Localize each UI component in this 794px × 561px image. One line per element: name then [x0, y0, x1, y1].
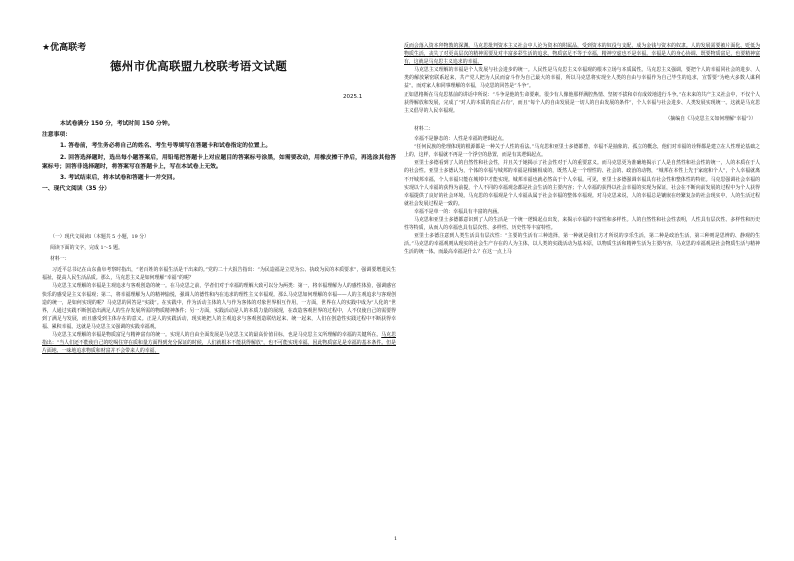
r-paragraph-1: [404, 42, 760, 66]
material-1-label: 材料一：: [50, 256, 70, 263]
left-column: [42, 120, 396, 194]
r-paragraph-2b: 正如恩格斯在马克思墓前的讲话中所说：“斗争是他的生命要素。很少有人像他那样满腔热情、坚韧不拔和卓有成效地进行斗争。”在未来的共产主义社会中，不仅个人获得解放和发展，完成了“对人的本质的真正占有”，而且“每个人的自由发展是一切人的自由发展的条件”，个人幸福与社会进步、人类发展实现统一。这就是马克思主义倡导的人民幸福观。: [404, 91, 760, 114]
m1-p3-underlined: 马克思指出：“当人们还不能使自己的吃喝住穿在质和量方面得到充分保证的时候，人们就根本不能获得解放”，也不可能实现幸福。因此物质富足是幸福的基本条件。但是片面地、一味地追求物质和财富并不会带来人的幸福，: [42, 332, 396, 355]
section-heading: 一、现代文阅读（35 分）: [42, 186, 111, 193]
r-p1-text: 反而会落入资本拜物教的深渊。马克思批判资本主义社会中人沦为资本的附属品，受到资本的奴役与支配，成为金钱与资本的奴隶。人的发展需要被片面化、贬低为物质生活，丧失了对更高层次的精神需要及对丰富多彩生活的追求。物质富足不等于幸福，精神空虚也不是幸福。幸福是人的身心协调、既要物质富足，也要精神富有，这就是马克思主义追求的幸福。: [404, 43, 760, 66]
m1-paragraph-2: 马克思主义理解的幸福是主观追求与客观创造的统一。在马克思之前，学者们对于幸福的理解大致可以分为两类：第一，将幸福理解为人的感性体验，强调感官快乐的感受是主义幸福观；第二，将幸福理解为人的精神愉悦，强调人的德性和内在追求的理性主义幸福观。那么马克思如何理解的幸福——人的主观追求与客观创造的统一，是如何实现的呢？马克思的回答是“实践”。在实践中，作为活动主体的人与作为客体的对象世界相互作用，一方面，世界在人的实践中成为“人化的”世界，人通过实践不断创造出满足人的生存发展所需的物质精神条件；另一方面，实践活动是人的本质力量的展现，在改造客观世界的过程中，人不仅使自己的需要得到了满足与发展，而且感受到主体存在的意义。正是人的实践活动，现实地把人的主观追求与客观创造联结起来、统一起来，人们在创造性实践过程中不断获得幸福、累积幸福。这就是马克思主义强调的实践幸福观。: [42, 283, 396, 330]
left-column-body: [42, 233, 396, 355]
note-1: 1. 答卷前，考生务必将自己的姓名、考生号等填写在答题卡和试卷指定的位置上。: [60, 143, 272, 150]
m2-paragraph-1: 幸福不是静态的：人性是幸福的逻辑起点。: [414, 136, 507, 143]
material-2-label: 材料二：: [414, 125, 434, 132]
source-citation: （摘编自《马克思主义如何理解“幸福”》）: [665, 115, 756, 122]
instruction: 阅读下面的文字，完成 1～5 题。: [50, 245, 123, 252]
m2-paragraph-4: 幸福不是单一的：幸福具有丰富的内涵。: [414, 208, 503, 215]
right-column: [404, 42, 760, 256]
m1-paragraph-1: 习近平总书记在山东曲阜考察时指出，“老百姓的幸福生活是干出来的。”党的二十大报告指出：“为民造福是立党为公、执政为民的本质要求”，强调要增进民生福祉，提高人民生活品质。那么，马克思主义是如何理解“幸福”的呢？: [42, 267, 396, 282]
brand-label: ★优高联考: [42, 43, 87, 53]
note-2: 2. 回答选择题时，选出每小题答案后，用铅笔把答题卡上对应题目的答案标号涂黑，如需要改动，用橡皮擦干净后，再选涂其他答案标号；回答非选择题时，将答案写在答题卡上，写在本试卷上无效。: [42, 154, 396, 170]
m2-paragraph-3: 亚里士多德看到了人的自然性和社会性，并且关于她揭示了社会性对于人的重要意义。而马克思更为准确地揭示了人是自然性和社会性的统一，人的本质在于人的社会性。亚里士多德认为，个体的幸福与城邦的幸福是相辅相成的，既然人是一个理性的、社会的、政治的动物，“城邦在本性上先于家庭和个人”，个人幸福就离不开城邦幸福，个人幸福只能在城邦中才能实现。城邦幸福也就必然高于个人幸福。可见，亚里士多德强调幸福具有社会性和整体性的特征。马克思强调社会幸福的实现以个人幸福的获得为前提，个人不同的幸福观念都是社会生活的主要内容；个人幸福的获得以社会幸福的实现为保证，社会在不断向前发展的过程中为个人获得幸福提供了良好的社会环境。马克思的幸福观是个人幸福从属于社会幸福的整体幸福观。对马克思来说，人的幸福总是镶嵌在经繁复杂的社会现实中，人的生活过程就社会发展过程是一致的。: [404, 160, 760, 207]
m2-paragraph-2: “任何民族的伦理体现的根源都是一种关于人性的看法。”马克思和亚里士多德都曾，幸福不是抽象的、孤立的概念，他们对幸福的诠释都是建立在人性理论基础之上的，这样，幸福就不再是一个浮空的悬置，而是有其逻辑起点。: [404, 144, 760, 159]
notes-heading: 注意事项：: [42, 132, 71, 139]
page-number: 1: [394, 536, 398, 542]
exam-title: 德州市优高联盟九校联考语文试题: [110, 59, 287, 73]
note-3: 3. 考试结束后，将本试卷和答题卡一并交回。: [60, 175, 179, 182]
m1-p3-lead: 马克思主义理解的幸福是物质富足与精神富有的统一。实现人的自由全面发展是马克思主义的最高价值目标，也是马克思主义所理解的幸福的关键所在。: [52, 332, 382, 339]
m2-paragraph-6: 亚里士多德注意到人类生活具有层次性：“主要的生活有三种选择，第一种就是我们方才所说的享乐生活，第二种是政治生活，第三种则是思辨的、静观的生活。”马克思的幸福观则从现实的社会生产存在的人为主体，以人类的实践活动为基本原，以物质生活和精神生活为主要内容，马克思的幸福观是社会物质生活与精神生活的统一体。而最高幸福是什么？在这一点上马: [404, 233, 760, 256]
score-line: 本试卷满分 150 分，考试时间 150 分钟。: [60, 121, 174, 127]
exam-date: 2025.1: [343, 94, 363, 100]
m2-paragraph-5: 马克思和亚里士多德都意识到了人的生活是一个统一逻辑起点出发，来揭示幸福的丰富性和多样性。人的自然性和社会性表明，人性具有层次性、多样性和历史性等特质，从而人的幸福也具有层次性、多样性、历史性等丰富特性。: [404, 216, 760, 232]
sub-heading: （一）现代文阅读Ⅰ（本题共 5 小题，19 分）: [50, 234, 150, 240]
r-paragraph-2: 马克思主义理解的幸福是个人发展与社会进步的统一。人民性是马克思主义幸福观的根本立场与本质属性。马克思主义强调，要把个人的幸福同社会的进步、人类的解放紧密联系起来，共产党人把为人民而奋斗作为自己最大的幸福，所以马克思将实现全人类的自由与幸福作为自己毕生的追求，宣誓要“为绝大多数人谋利益”。而对家人和同事理解的幸福，马克思的回答是“斗争”。: [404, 67, 760, 90]
m1-paragraph-3: [42, 331, 396, 355]
